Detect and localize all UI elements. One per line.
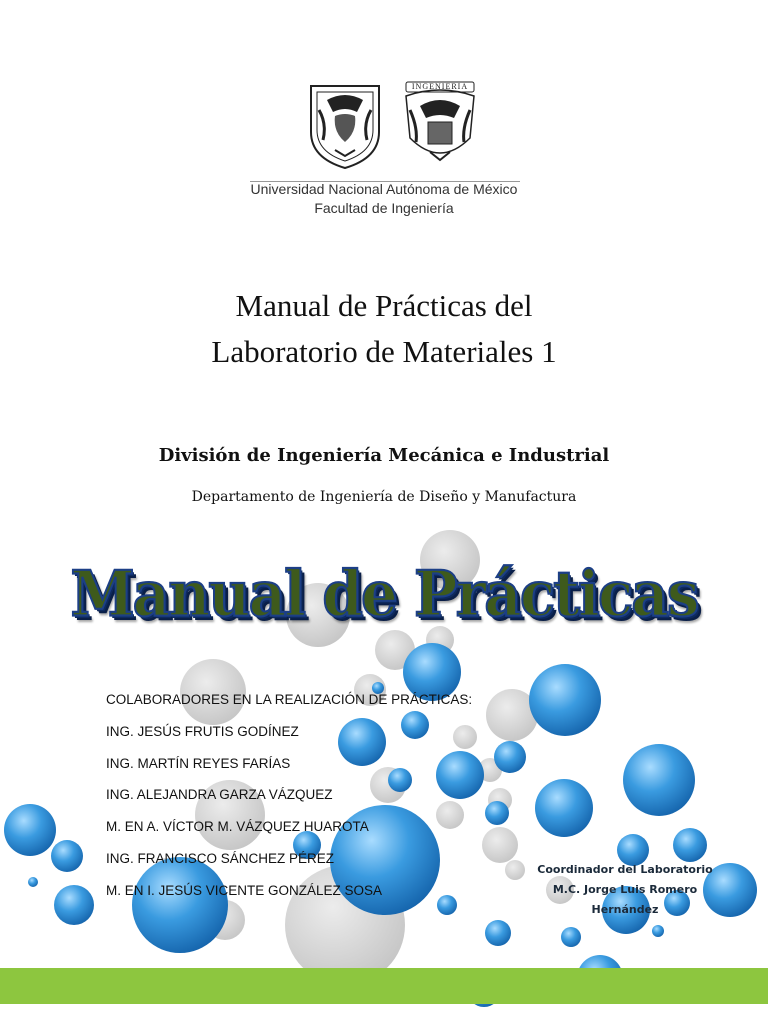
logo-inscription: INGENIERIA [411, 82, 469, 91]
department-heading: Departamento de Ingeniería de Diseño y Manufactura [191, 489, 577, 505]
document-title [0, 283, 768, 375]
coordinator-block [520, 860, 730, 920]
blue-bubble [652, 925, 664, 937]
division-heading: División de Ingeniería Mecánica e Industrial [158, 445, 610, 466]
university-name: Universidad Nacional Autónoma de México [250, 181, 518, 197]
faculty-name: Facultad de Ingeniería [314, 200, 454, 216]
collaborator-name: M. EN A. VÍCTOR M. VÁZQUEZ HUAROTA [106, 819, 369, 835]
institution-block [0, 180, 768, 218]
unam-logo [305, 80, 385, 170]
blue-bubble [4, 804, 56, 856]
blue-bubble [561, 927, 581, 947]
blue-bubble [529, 664, 601, 736]
coordinator-name: M.C. Jorge Luis Romero Hernández [552, 883, 698, 916]
blue-bubble [535, 779, 593, 837]
collaborator-name: ING. MARTÍN REYES FARÍAS [106, 755, 291, 771]
title-line-1: Manual de Prácticas del [235, 288, 533, 323]
coordinator-role: Coordinador del Laboratorio [537, 863, 713, 876]
blue-bubble [51, 840, 83, 872]
blue-bubble [673, 828, 707, 862]
facultad-ingenieria-logo [400, 80, 480, 170]
blue-bubble [54, 885, 94, 925]
blue-bubble [485, 920, 511, 946]
collaborators-list [106, 690, 526, 913]
collaborator-name: ING. ALEJANDRA GARZA VÁZQUEZ [106, 787, 333, 803]
collaborator-name: M. EN I. JESÚS VICENTE GONZÁLEZ SOSA [106, 882, 383, 898]
blue-bubble [28, 877, 38, 887]
collaborator-name: ING. FRANCISCO SÁNCHEZ PÉREZ [106, 850, 335, 866]
collaborators-heading: COLABORADORES EN LA REALIZACIÓN DE PRÁCTICAS: [106, 692, 473, 707]
title-line-2: Laboratorio de Materiales 1 [211, 334, 557, 369]
footer-band [0, 968, 768, 1004]
banner-wordart: Manual de Prácticas [70, 557, 698, 631]
blue-bubble [623, 744, 695, 816]
collaborator-name: ING. JESÚS FRUTIS GODÍNEZ [106, 723, 299, 739]
